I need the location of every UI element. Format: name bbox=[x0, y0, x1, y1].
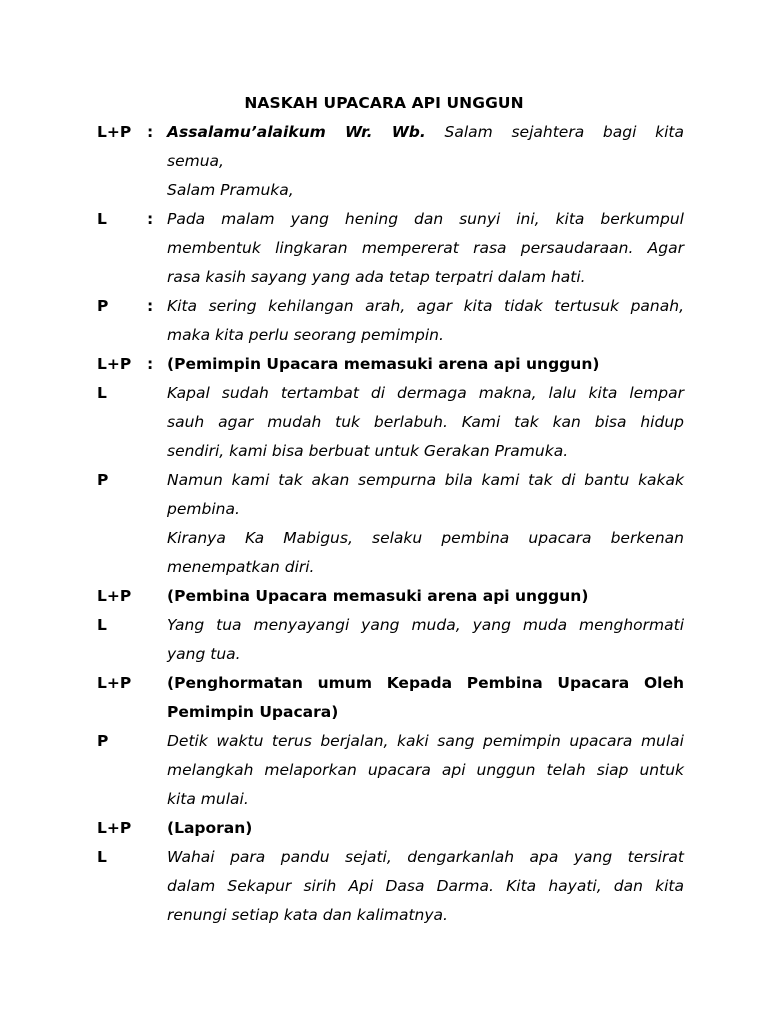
script-line: Pada malam yang hening dan sunyi ini, kita berkumpul bbox=[167, 210, 684, 228]
script-row bbox=[97, 727, 684, 814]
speaker-label: L bbox=[97, 384, 107, 402]
script-row bbox=[97, 814, 684, 843]
speaker-label: P bbox=[97, 297, 109, 315]
script-text bbox=[167, 292, 684, 350]
speaker-colon: : bbox=[147, 297, 154, 315]
script-row bbox=[97, 118, 684, 205]
script-line: Salam Pramuka, bbox=[167, 181, 294, 199]
script-line: renungi setiap kata dan kalimatnya. bbox=[167, 906, 448, 924]
script-line: Kita sering kehilangan arah, agar kita tidak tertusuk panah, bbox=[167, 297, 684, 315]
speaker-label: L+P bbox=[97, 587, 132, 605]
stage-direction: Pemimpin Upacara) bbox=[167, 703, 339, 721]
script-row bbox=[97, 611, 684, 669]
script-row bbox=[97, 843, 684, 930]
script-line: dalam Sekapur sirih Api Dasa Darma. Kita hayati, dan kita bbox=[167, 877, 684, 895]
script-text bbox=[167, 350, 684, 379]
script-row bbox=[97, 350, 684, 379]
script-text bbox=[167, 466, 684, 582]
script-line: Detik waktu terus berjalan, kaki sang pemimpin upacara mulai bbox=[167, 732, 684, 750]
greeting-text: Assalamu’alaikum Wr. Wb. bbox=[167, 123, 426, 141]
script-line: semua, bbox=[167, 152, 224, 170]
script-text bbox=[167, 582, 684, 611]
script-line: Kiranya Ka Mabigus, selaku pembina upacara berkenan bbox=[167, 529, 684, 547]
stage-direction: (Laporan) bbox=[167, 819, 253, 837]
speaker-colon: : bbox=[147, 210, 154, 228]
script-row bbox=[97, 379, 684, 466]
stage-direction: (Penghormatan umum Kepada Pembina Upacara Oleh bbox=[167, 674, 684, 692]
speaker-label: P bbox=[97, 471, 109, 489]
speaker-label: L+P bbox=[97, 674, 132, 692]
speaker-colon: : bbox=[147, 355, 154, 373]
script-line: Namun kami tak akan sempurna bila kami tak di bantu kakak bbox=[167, 471, 684, 489]
document-title: NASKAH UPACARA API UNGGUN bbox=[244, 94, 524, 112]
speaker-label: L bbox=[97, 210, 107, 228]
ceremony-script bbox=[97, 118, 684, 930]
script-line: pembina. bbox=[167, 500, 240, 518]
script-text bbox=[167, 611, 684, 669]
script-line: maka kita perlu seorang pemimpin. bbox=[167, 326, 444, 344]
script-line: sauh agar mudah tuk berlabuh. Kami tak kan bisa hidup bbox=[167, 413, 684, 431]
stage-direction: (Pembina Upacara memasuki arena api unggun) bbox=[167, 587, 589, 605]
stage-direction: (Pemimpin Upacara memasuki arena api unggun) bbox=[167, 355, 600, 373]
script-text bbox=[167, 118, 684, 205]
script-line: Yang tua menyayangi yang muda, yang muda menghormati bbox=[167, 616, 684, 634]
script-row bbox=[97, 582, 684, 611]
script-line: membentuk lingkaran mempererat rasa persaudaraan. Agar bbox=[167, 239, 684, 257]
script-line: Wahai para pandu sejati, dengarkanlah apa yang tersirat bbox=[167, 848, 684, 866]
script-text bbox=[167, 727, 684, 814]
script-line: melangkah melaporkan upacara api unggun telah siap untuk bbox=[167, 761, 684, 779]
script-row bbox=[97, 292, 684, 350]
script-text bbox=[167, 843, 684, 930]
script-line: Kapal sudah tertambat di dermaga makna, lalu kita lempar bbox=[167, 384, 684, 402]
speaker-label: P bbox=[97, 732, 109, 750]
script-text bbox=[167, 669, 684, 727]
script-line bbox=[167, 118, 684, 147]
script-line: rasa kasih sayang yang ada tetap terpatri dalam hati. bbox=[167, 268, 586, 286]
speaker-label: L bbox=[97, 848, 107, 866]
script-line: kita mulai. bbox=[167, 790, 249, 808]
speaker-label: L+P bbox=[97, 123, 132, 141]
script-row bbox=[97, 669, 684, 727]
script-line: menempatkan diri. bbox=[167, 558, 315, 576]
script-line: sendiri, kami bisa berbuat untuk Gerakan Pramuka. bbox=[167, 442, 569, 460]
script-text bbox=[167, 205, 684, 292]
script-row bbox=[97, 466, 684, 582]
script-text bbox=[167, 814, 684, 843]
script-line: yang tua. bbox=[167, 645, 241, 663]
speaker-label: L bbox=[97, 616, 107, 634]
script-row bbox=[97, 205, 684, 292]
script-text bbox=[167, 379, 684, 466]
speaker-label: L+P bbox=[97, 355, 132, 373]
speaker-colon: : bbox=[147, 123, 154, 141]
speaker-label: L+P bbox=[97, 819, 132, 837]
script-line-text: Salam sejahtera bagi kita bbox=[425, 123, 684, 141]
